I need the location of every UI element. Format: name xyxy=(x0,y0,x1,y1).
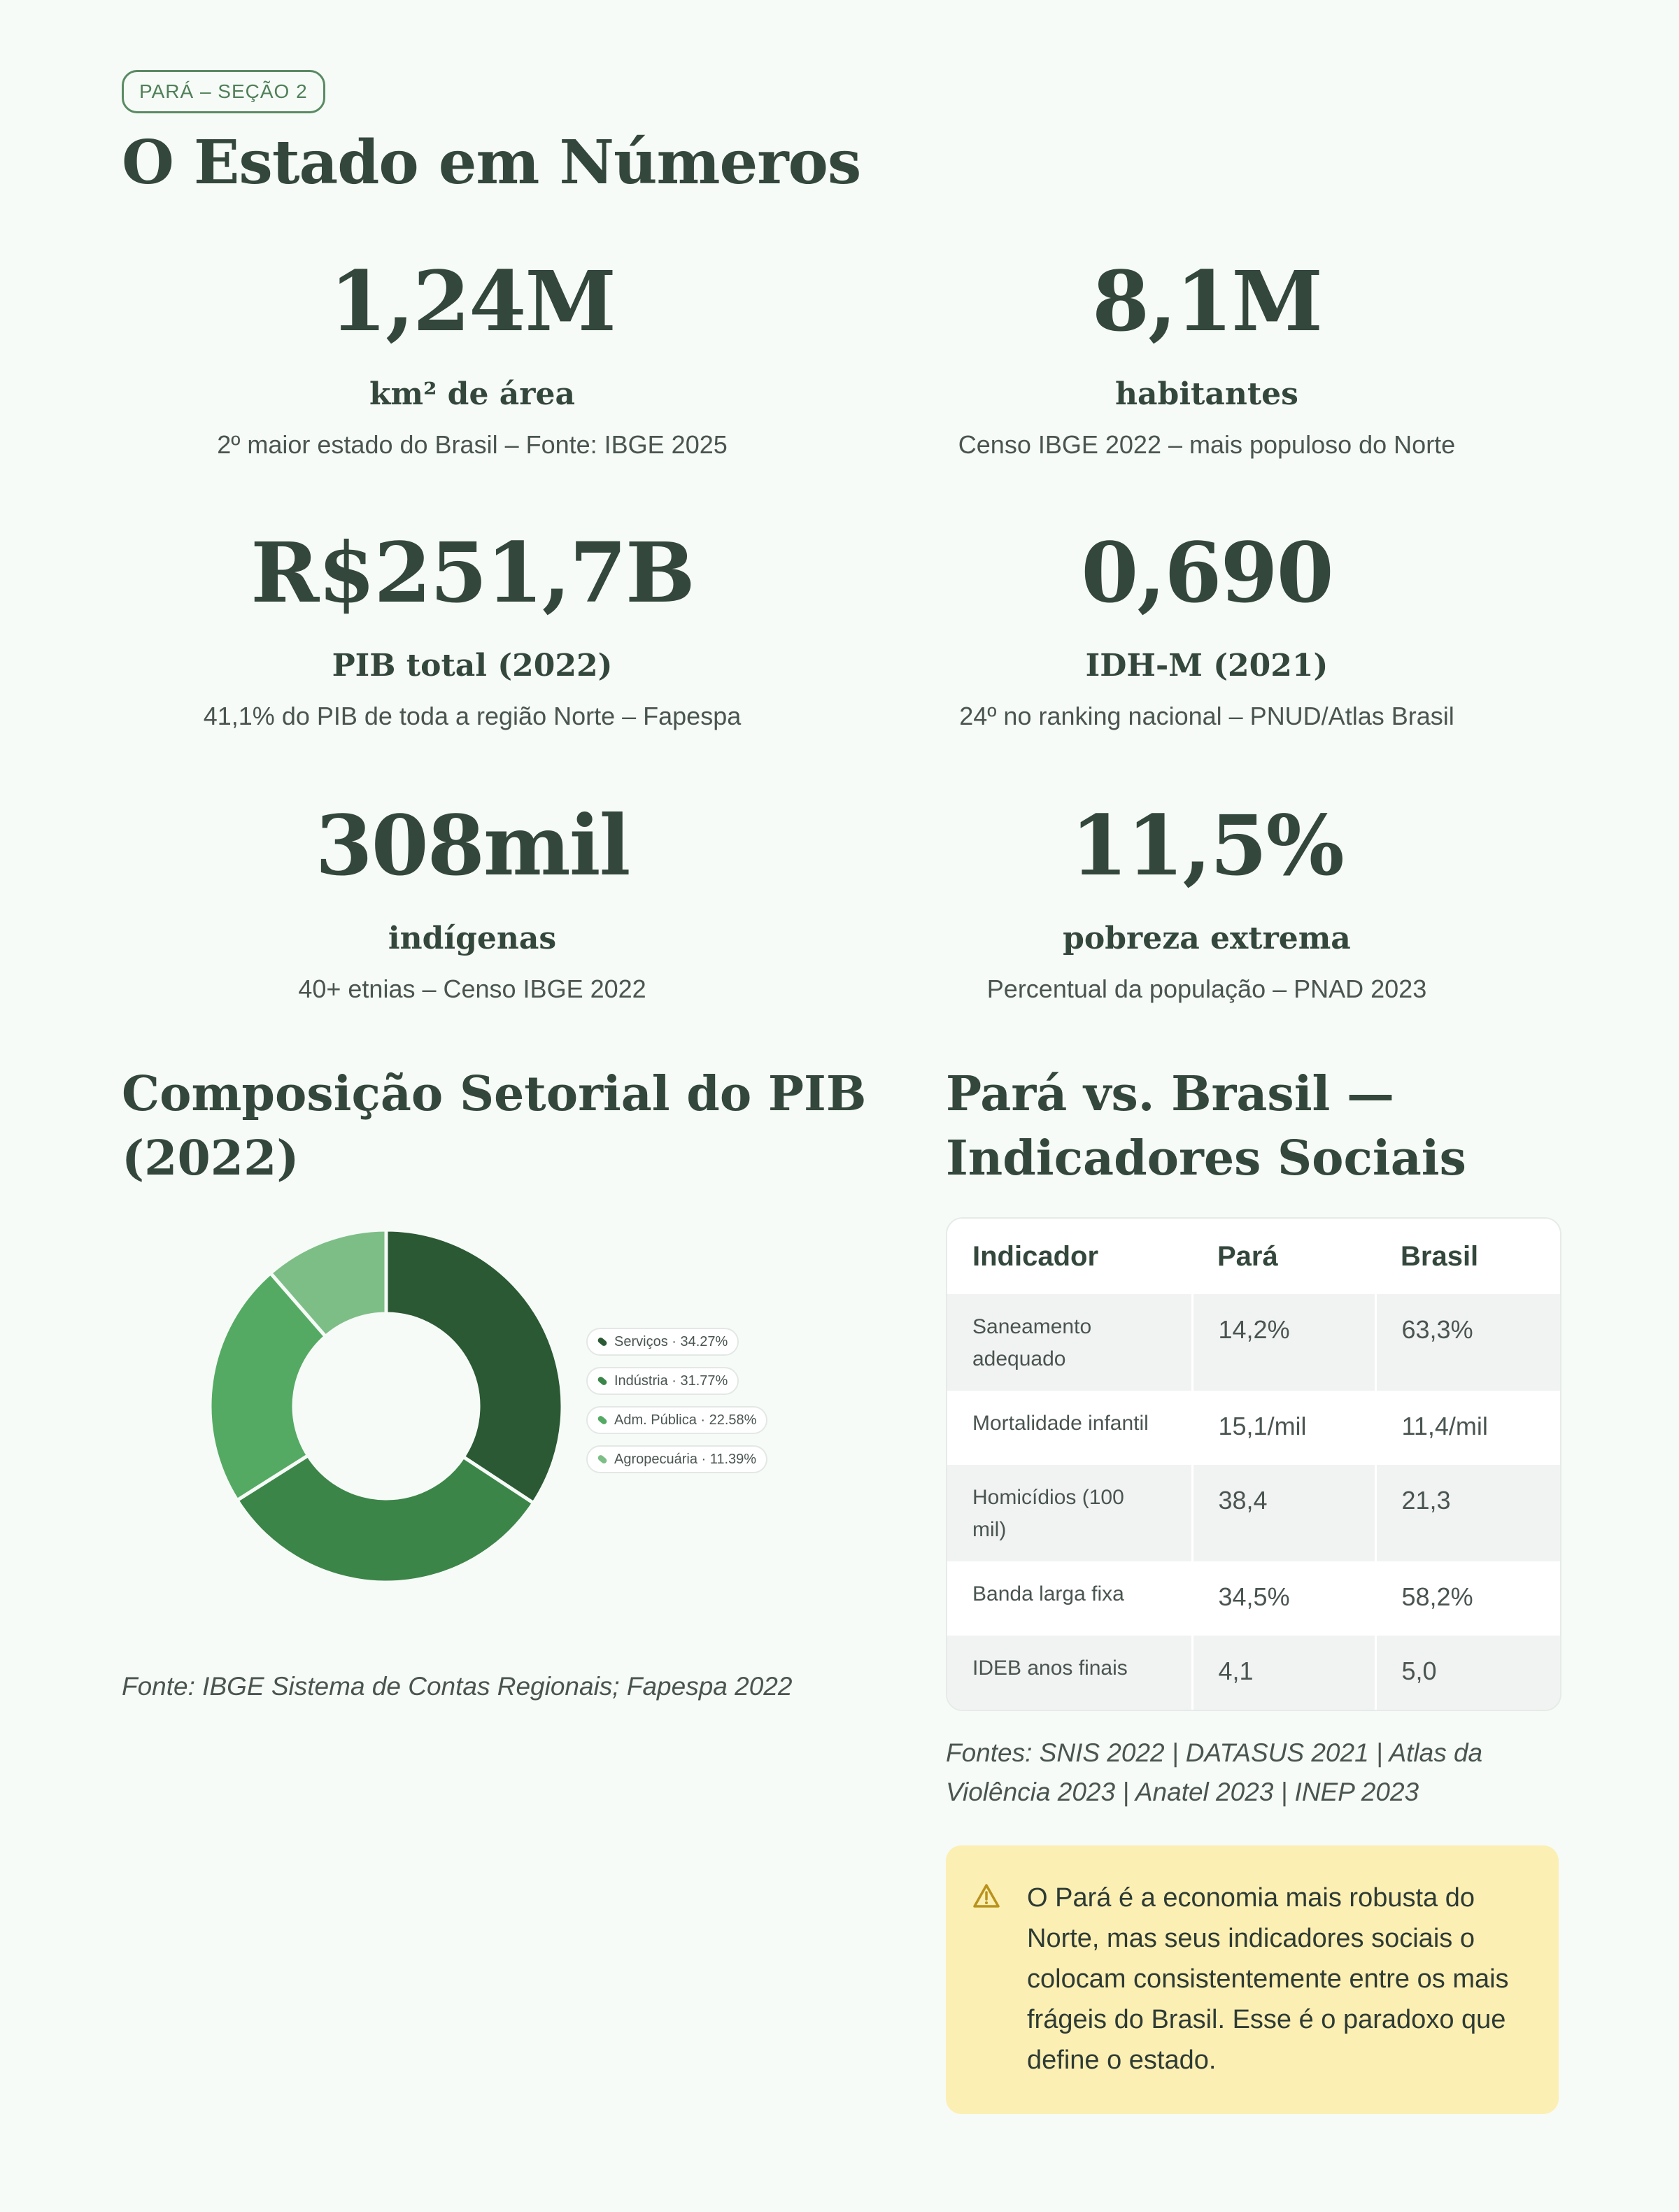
stat-note: Percentual da população – PNAD 2023 xyxy=(986,974,1427,1003)
legend-label: Indústria · 31.77% xyxy=(614,1373,728,1389)
stat-label: IDH-M (2021) xyxy=(1085,648,1329,683)
stat-indigenous xyxy=(108,797,836,1004)
para-value: 38,4 xyxy=(1192,1465,1375,1561)
chart-legend xyxy=(586,1328,767,1484)
comparison-table xyxy=(947,1219,1560,1710)
indicator-cell xyxy=(947,1465,1192,1561)
brasil-value: 21,3 xyxy=(1375,1465,1560,1561)
stat-note: 2º maior estado do Brasil – Fonte: IBGE 2025 xyxy=(217,430,728,459)
legend-item xyxy=(586,1406,767,1434)
callout-line: Norte, mas seus indicadores sociais o xyxy=(1027,1924,1475,1953)
legend-label: Adm. Pública · 22.58% xyxy=(614,1412,757,1428)
source-line: Violência 2023 | Anatel 2023 | INEP 2023 xyxy=(946,1778,1419,1806)
legend-swatch xyxy=(597,1454,608,1464)
callout-box xyxy=(946,1845,1559,2114)
stat-poverty xyxy=(843,797,1571,1004)
donut-svg xyxy=(203,1224,595,1588)
stat-area xyxy=(108,253,836,460)
indicator-line: adequado xyxy=(972,1347,1066,1370)
indicator-cell xyxy=(947,1636,1192,1710)
stat-population xyxy=(843,253,1571,460)
stat-note: Censo IBGE 2022 – mais populoso do Norte xyxy=(958,430,1456,459)
comparison-table-card xyxy=(946,1217,1561,1711)
para-value: 34,5% xyxy=(1192,1561,1375,1636)
legend-label: Agropecuária · 11.39% xyxy=(614,1451,757,1467)
donut-slice-ind-stria xyxy=(237,1455,534,1582)
para-value: 15,1/mil xyxy=(1192,1391,1375,1465)
stat-note: 41,1% do PIB de toda a região Norte – Fapespa xyxy=(203,702,742,730)
stat-note: 24º no ranking nacional – PNUD/Atlas Brasil xyxy=(959,702,1454,730)
header-indicator: Indicador xyxy=(947,1219,1192,1294)
pib-source: Fonte: IBGE Sistema de Contas Regionais; Fapespa 2022 xyxy=(122,1672,793,1701)
stat-label: PIB total (2022) xyxy=(332,648,613,683)
table-header-row xyxy=(947,1219,1560,1294)
stat-value: 1,24M xyxy=(329,253,615,350)
source-line: Fontes: SNIS 2022 | DATASUS 2021 | Atlas da xyxy=(946,1738,1483,1767)
brasil-value: 5,0 xyxy=(1375,1636,1560,1710)
stat-value: 11,5% xyxy=(1070,797,1343,894)
table-row xyxy=(947,1636,1560,1710)
legend-item xyxy=(586,1367,739,1395)
indicator-cell xyxy=(947,1294,1192,1391)
title-line: (2022) xyxy=(122,1130,299,1186)
brasil-value: 58,2% xyxy=(1375,1561,1560,1636)
legend-item xyxy=(586,1445,767,1473)
stat-value: 8,1M xyxy=(1092,253,1322,350)
header-para: Pará xyxy=(1192,1219,1375,1294)
indicator-line: IDEB anos finais xyxy=(972,1657,1128,1680)
stat-label: habitantes xyxy=(1115,376,1298,412)
table-row xyxy=(947,1391,1560,1465)
table-row xyxy=(947,1561,1560,1636)
stat-idh xyxy=(843,524,1571,731)
section-tag: PARÁ – SEÇÃO 2 xyxy=(122,70,325,113)
comparison-source xyxy=(946,1734,1561,1812)
callout-line: frágeis do Brasil. Esse é o paradoxo que xyxy=(1027,2005,1506,2034)
stat-value: R$251,7B xyxy=(250,524,694,621)
brasil-value: 11,4/mil xyxy=(1375,1391,1560,1465)
stat-note: 40+ etnias – Censo IBGE 2022 xyxy=(298,974,646,1003)
callout-line: colocam consistentemente entre os mais xyxy=(1027,1964,1509,1994)
stat-label: indígenas xyxy=(388,921,557,956)
callout-line: define o estado. xyxy=(1027,2046,1217,2075)
table-row xyxy=(947,1294,1560,1391)
brasil-value: 63,3% xyxy=(1375,1294,1560,1391)
title-line: Pará vs. Brasil — xyxy=(946,1066,1395,1122)
legend-swatch xyxy=(597,1415,608,1425)
indicator-line: Mortalidade infantil xyxy=(972,1412,1149,1435)
legend-item xyxy=(586,1328,739,1356)
table-row xyxy=(947,1465,1560,1561)
header-brasil: Brasil xyxy=(1375,1219,1560,1294)
indicator-line: Banda larga fixa xyxy=(972,1582,1124,1605)
indicator-cell xyxy=(947,1391,1192,1465)
indicator-line: Homicídios (100 xyxy=(972,1486,1124,1509)
page-title: O Estado em Números xyxy=(122,127,861,198)
title-line: Indicadores Sociais xyxy=(946,1130,1466,1186)
legend-label: Serviços · 34.27% xyxy=(614,1333,728,1349)
indicator-cell xyxy=(947,1561,1192,1636)
para-value: 4,1 xyxy=(1192,1636,1375,1710)
stat-label: pobreza extrema xyxy=(1063,921,1351,956)
warning-icon xyxy=(972,1882,1000,1910)
comparison-section-title xyxy=(946,1062,1466,1191)
indicator-line: mil) xyxy=(972,1518,1007,1541)
pib-donut-chart xyxy=(203,1224,595,1588)
para-value: 14,2% xyxy=(1192,1294,1375,1391)
stat-value: 308mil xyxy=(315,797,630,894)
title-line: Composição Setorial do PIB xyxy=(122,1066,867,1122)
stat-label: km² de área xyxy=(369,376,575,412)
stat-pib xyxy=(108,524,836,731)
stat-value: 0,690 xyxy=(1081,524,1333,621)
legend-swatch xyxy=(597,1336,608,1347)
callout-line: O Pará é a economia mais robusta do xyxy=(1027,1883,1475,1913)
indicator-line: Saneamento xyxy=(972,1315,1092,1338)
legend-swatch xyxy=(597,1375,608,1386)
pib-section-title xyxy=(122,1062,866,1191)
